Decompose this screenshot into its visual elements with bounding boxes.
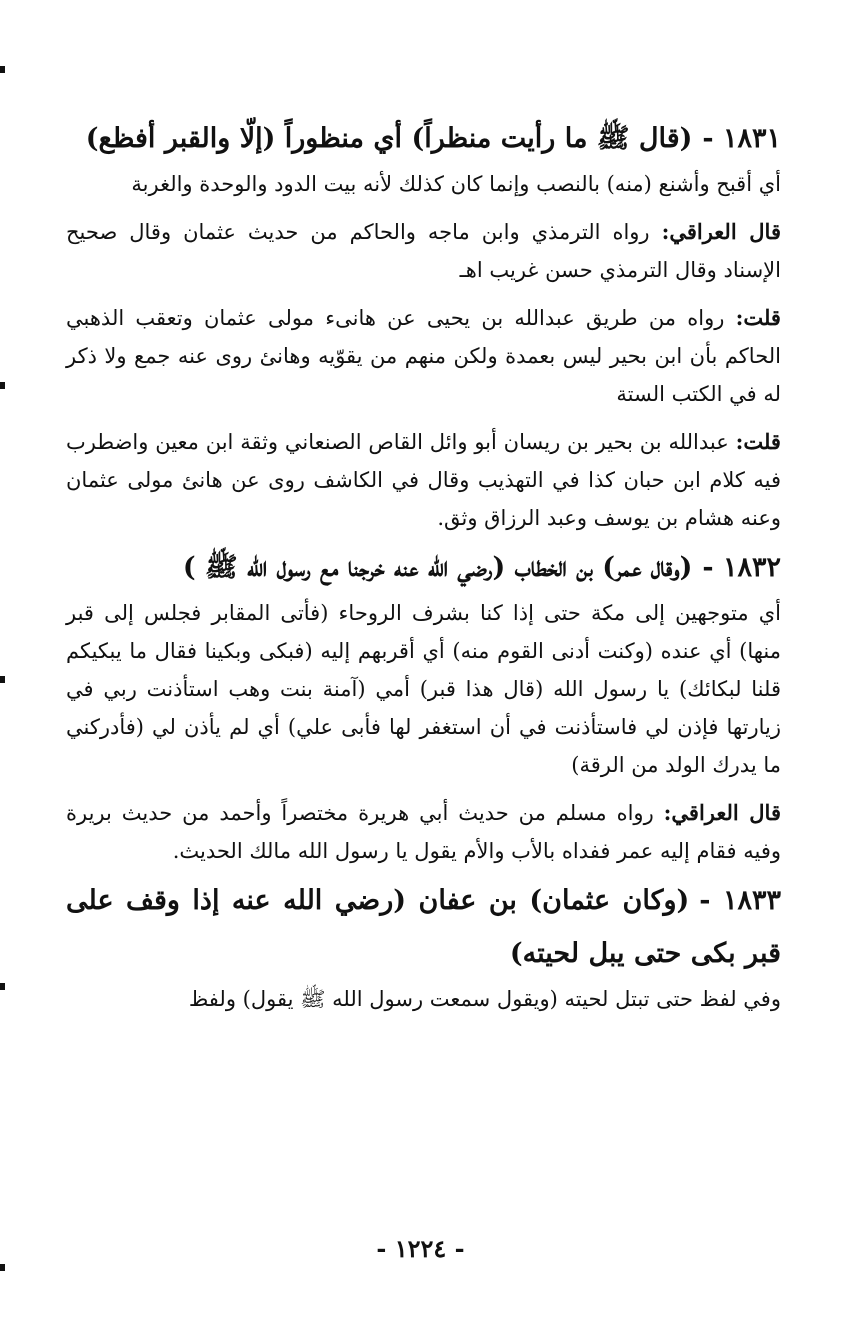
commentary-paragraph: [66, 594, 781, 784]
note-text: رواه من طريق عبدالله بن يحيى عن هانىء مولى عثمان وتعقب الذهبي الحاكم بأن ابن بحير ليس بعمدة ولكن منهم من يقوّيه وهانئ روى عنه جمع ولا ذكر له في الكتب الستة: [66, 306, 781, 406]
hadith-text: (قال ﷺ ما رأيت منظراً) أي منظوراً (إلّا والقبر أفظع): [85, 123, 693, 154]
hadith-number: ١٨٣٢ -: [702, 552, 781, 583]
note-lead: قلت:: [735, 429, 781, 454]
hadith-number: ١٨٣١ -: [702, 123, 781, 154]
iraqi-note: [66, 213, 781, 289]
author-note: [66, 299, 781, 413]
hadith-text: (وقال عمر) بن الخطاب (رضي الله عنه خرجنا مع رسول الله ﷺ ): [182, 552, 693, 583]
note-lead: قال العراقي:: [663, 800, 781, 825]
hadith-heading-1833: [66, 874, 781, 980]
paragraph-text: أي متوجهين إلى مكة حتى إذا كنا بشرف الروحاء (فأتى المقابر فجلس إلى قبر منها) أي عنده (وكنت أدنى القوم منه) أي أقربهم إليه (فبكى وبكينا فقال ما يبكيكم قلنا لبكائك) يا رسول الله (قال هذا قبر) أمي (آمنة بنت وهب استأذنت ربي في زيارتها فإذن لي فاستأذنت في أن استغفر لها فأبى علي) أي لم يأذن لي (فأدركني ما يدرك الولد من الرقة): [66, 601, 781, 777]
iraqi-note: [66, 794, 781, 870]
note-lead: قال العراقي:: [661, 219, 781, 244]
margin-mark: [0, 1264, 5, 1271]
margin-mark: [0, 676, 5, 683]
paragraph-text: أي أقبح وأشنع (منه) بالنصب وإنما كان كذلك لأنه بيت الدود والوحدة والغربة: [131, 172, 781, 196]
page-number: - ١٢٢٤ -: [376, 1234, 465, 1263]
commentary-paragraph: [66, 165, 781, 203]
author-note: [66, 423, 781, 537]
hadith-text: (وكان عثمان) بن عفان (رضي الله عنه إذا وقف على قبر بكى حتى يبل لحيته): [66, 885, 781, 969]
paragraph-text: وفي لفظ حتى تبتل لحيته (ويقول سمعت رسول الله ﷺ يقول) ولفظ: [188, 987, 781, 1011]
hadith-heading-1831: [66, 112, 781, 165]
margin-mark: [0, 382, 5, 389]
commentary-paragraph: [66, 980, 781, 1018]
hadith-number: ١٨٣٣ -: [699, 885, 781, 916]
note-lead: قلت:: [735, 305, 781, 330]
note-text: رواه الترمذي وابن ماجه والحاكم من حديث عثمان وقال صحيح الإسناد وقال الترمذي حسن غريب اهـ: [66, 220, 781, 282]
margin-mark: [0, 66, 5, 73]
note-text: رواه مسلم من حديث أبي هريرة مختصراً وأحمد من حديث بريرة وفيه فقام إليه عمر ففداه بالأب والأم يقول يا رسول الله مالك الحديث.: [66, 801, 781, 863]
note-text: عبدالله بن بحير بن ريسان أبو وائل القاص الصنعاني وثقة ابن معين واضطرب فيه كلام ابن حبان كذا في التهذيب وقال في الكاشف روى عن هانئ مولى عثمان وعنه هشام بن يوسف وعبد الرزاق وثق.: [66, 430, 781, 530]
hadith-heading-1832: [66, 541, 781, 594]
margin-mark: [0, 983, 5, 990]
page-body: [66, 112, 781, 1018]
